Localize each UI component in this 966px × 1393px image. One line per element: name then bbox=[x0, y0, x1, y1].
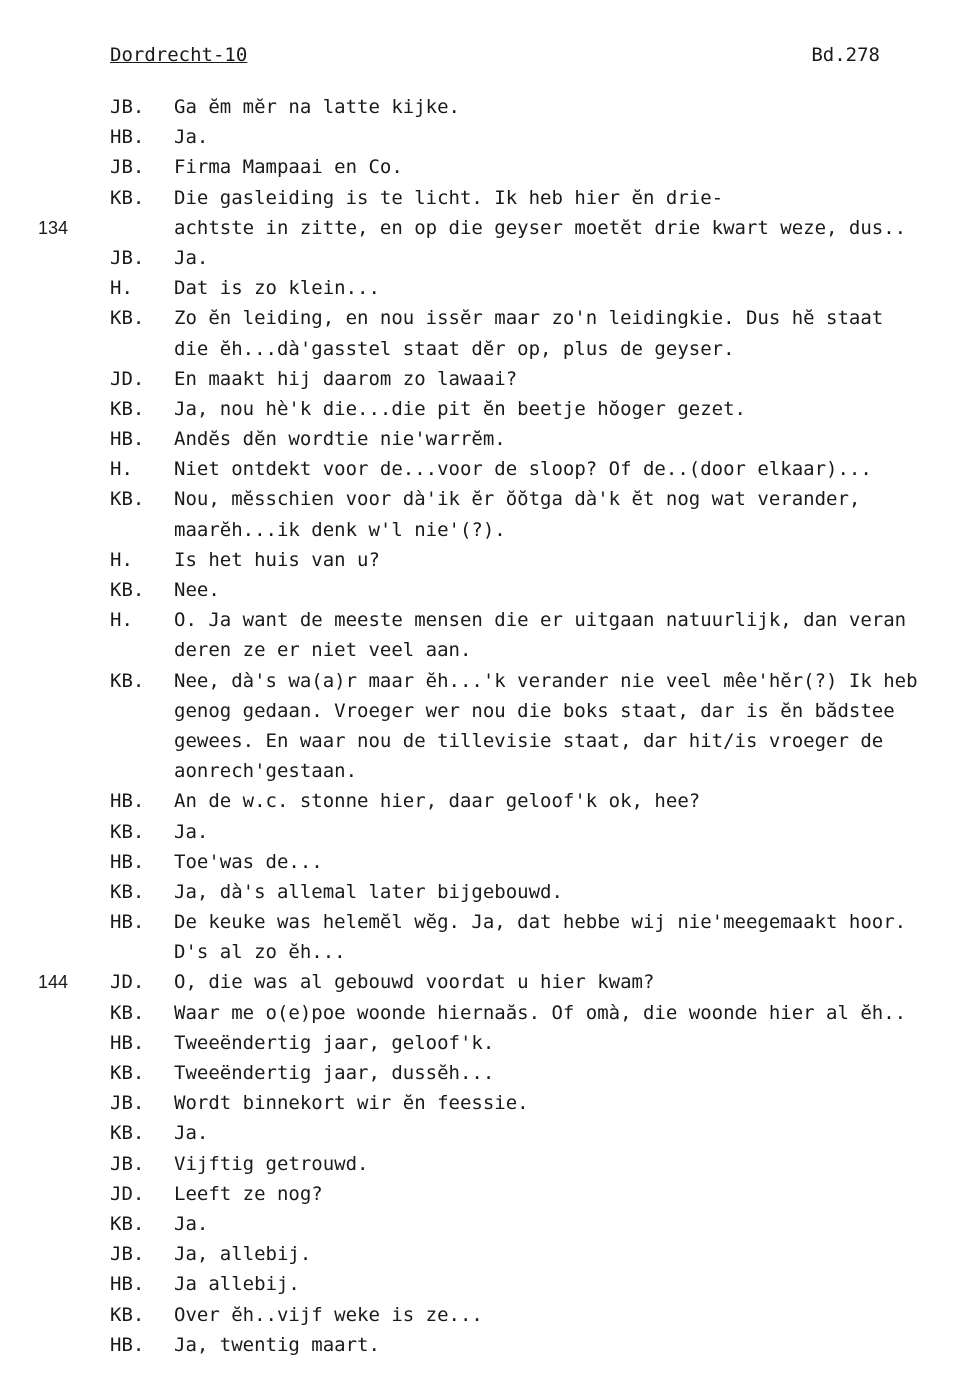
transcript-line bbox=[0, 786, 966, 816]
transcript-line bbox=[0, 1300, 966, 1330]
speaker-label: H. bbox=[110, 548, 133, 571]
utterance-text: die ĕh...dà'gasstel staat dĕr op, plus de geyser. bbox=[174, 337, 735, 360]
transcript-line bbox=[0, 666, 966, 696]
transcript-line bbox=[0, 1179, 966, 1209]
speaker-label: HB. bbox=[110, 790, 145, 813]
speaker-label: KB. bbox=[110, 1122, 145, 1145]
speaker-label: KB. bbox=[110, 1303, 145, 1326]
speaker-label: JD. bbox=[110, 1182, 145, 1205]
line-number: 134 bbox=[38, 217, 69, 238]
transcript-line bbox=[0, 635, 966, 665]
utterance-text: Waar me o(e)poe woonde hiernaăs. Of omà, die woonde hier al ĕh.. bbox=[174, 1001, 907, 1024]
page-header bbox=[110, 44, 880, 72]
utterance-text: Toe'was de... bbox=[174, 850, 323, 873]
transcript-line bbox=[0, 122, 966, 152]
speaker-label: JB. bbox=[110, 96, 145, 118]
utterance-text: gewees. En waar nou de tillevisie staat, dar hit/is vroeger de bbox=[174, 729, 884, 752]
transcript-line bbox=[0, 243, 966, 273]
transcript-line bbox=[0, 1209, 966, 1239]
transcript-line bbox=[0, 1149, 966, 1179]
transcript-lines bbox=[0, 92, 966, 1360]
speaker-label: KB. bbox=[110, 186, 145, 209]
transcript-line bbox=[0, 696, 966, 726]
speaker-label: HB. bbox=[110, 1031, 145, 1054]
utterance-text: Andĕs dĕn wordtie nie'warrĕm. bbox=[174, 428, 506, 451]
utterance-text: Tweeëndertig jaar, geloof'k. bbox=[174, 1031, 495, 1054]
transcript-line bbox=[0, 484, 966, 514]
utterance-text: En maakt hij daarom zo lawaai? bbox=[174, 367, 518, 390]
transcript-line bbox=[0, 1118, 966, 1148]
utterance-text: O, die was al gebouwd voordat u hier kwam? bbox=[174, 971, 655, 994]
utterance-text: Ja, allebij. bbox=[174, 1243, 312, 1266]
speaker-label: HB. bbox=[110, 428, 145, 451]
speaker-label: KB. bbox=[110, 579, 145, 601]
utterance-text: Vijftig getrouwd. bbox=[174, 1152, 369, 1175]
speaker-label: HB. bbox=[110, 911, 145, 934]
transcript-line bbox=[0, 303, 966, 333]
speaker-label: HB. bbox=[110, 850, 145, 873]
speaker-label: KB. bbox=[110, 1001, 145, 1024]
utterance-text: Ja, nou hè'k die...die pit ĕn beetje hŏoger gezet. bbox=[174, 397, 746, 420]
speaker-label: KB. bbox=[110, 307, 145, 330]
transcript-line bbox=[0, 273, 966, 303]
transcript-line bbox=[0, 998, 966, 1028]
transcript-line bbox=[0, 454, 966, 484]
utterance-text: De keuke was helemĕl wĕg. Ja, dat hebbe wij nie'meegemaakt hoor. bbox=[174, 911, 907, 934]
utterance-text: maarĕh...ik denk w'l nie'(?). bbox=[174, 518, 506, 541]
utterance-text: Die gasleiding is te licht. Ik heb hier ĕn drie- bbox=[174, 186, 724, 209]
utterance-text: Nou, mĕsschien voor dà'ik ĕr ŏŏtga dà'k ĕt nog wat verander, bbox=[174, 488, 861, 511]
utterance-text: Ja, dà's allemal later bijgebouwd. bbox=[174, 880, 563, 903]
transcript-line bbox=[0, 1239, 966, 1269]
transcript-line bbox=[0, 1330, 966, 1360]
utterance-text: Ja. bbox=[174, 1122, 209, 1145]
transcript-line bbox=[0, 967, 966, 997]
utterance-text: Ja. bbox=[174, 820, 209, 843]
utterance-text: Ga ĕm mĕr na latte kijke. bbox=[174, 96, 460, 118]
transcript-line bbox=[0, 152, 966, 182]
speaker-label: HB. bbox=[110, 1333, 145, 1356]
utterance-text: Nee, dà's wa(a)r maar ĕh...'k verander nie veel mêe'hĕr(?) Ik heb bbox=[174, 669, 918, 692]
speaker-label: HB. bbox=[110, 126, 145, 149]
speaker-label: KB. bbox=[110, 1212, 145, 1235]
transcript-line bbox=[0, 847, 966, 877]
utterance-text: genog gedaan. Vroeger wer nou die boks staat, dar is ĕn bădstee bbox=[174, 699, 895, 722]
speaker-label: JD. bbox=[110, 971, 145, 994]
utterance-text: D's al zo ĕh... bbox=[174, 941, 346, 964]
transcript-line bbox=[0, 907, 966, 937]
utterance-text: Ja. bbox=[174, 126, 209, 149]
transcript-line bbox=[0, 424, 966, 454]
transcript-line bbox=[0, 1058, 966, 1088]
speaker-label: JB. bbox=[110, 246, 145, 269]
transcript-line bbox=[0, 605, 966, 635]
speaker-label: KB. bbox=[110, 488, 145, 511]
transcript-line bbox=[0, 937, 966, 967]
speaker-label: JB. bbox=[110, 1152, 145, 1175]
transcript-line bbox=[0, 756, 966, 786]
utterance-text: Nee. bbox=[174, 579, 220, 601]
transcript-line bbox=[0, 877, 966, 907]
transcript-line bbox=[0, 334, 966, 364]
transcript-line bbox=[0, 575, 966, 605]
utterance-text: An de w.c. stonne hier, daar geloof'k ok, hee? bbox=[174, 790, 701, 813]
utterance-text: Wordt binnekort wir ĕn feessie. bbox=[174, 1092, 529, 1115]
utterance-text: Is het huis van u? bbox=[174, 548, 380, 571]
transcript-line bbox=[0, 1088, 966, 1118]
utterance-text: Dat is zo klein... bbox=[174, 277, 380, 300]
utterance-text: Leeft ze nog? bbox=[174, 1182, 323, 1205]
transcript-line bbox=[0, 92, 966, 122]
utterance-text: Tweeëndertig jaar, dussĕh... bbox=[174, 1062, 495, 1084]
speaker-label: JD. bbox=[110, 367, 145, 390]
speaker-label: H. bbox=[110, 277, 133, 300]
transcript-line bbox=[0, 1028, 966, 1058]
speaker-label: KB. bbox=[110, 820, 145, 843]
transcript-line bbox=[0, 515, 966, 545]
utterance-text: Zo ĕn leiding, en nou issĕr maar zo'n leidingkie. Dus hĕ staat bbox=[174, 307, 884, 330]
speaker-label: KB. bbox=[110, 669, 145, 692]
utterance-text: Ja. bbox=[174, 1212, 209, 1235]
utterance-text: O. Ja want de meeste mensen die er uitgaan natuurlijk, dan veran bbox=[174, 609, 907, 632]
utterance-text: deren ze er niet veel aan. bbox=[174, 639, 472, 662]
utterance-text: Ja, twentig maart. bbox=[174, 1333, 380, 1356]
document-title: Dordrecht-10 bbox=[110, 44, 248, 66]
transcript-line bbox=[0, 545, 966, 575]
speaker-label: JB. bbox=[110, 1243, 145, 1266]
speaker-label: HB. bbox=[110, 1273, 145, 1296]
page-reference: Bd.278 bbox=[811, 44, 880, 66]
speaker-label: KB. bbox=[110, 397, 145, 420]
transcript-line bbox=[0, 213, 966, 243]
utterance-text: Niet ontdekt voor de...voor de sloop? Of de..(door elkaar)... bbox=[174, 458, 872, 481]
utterance-text: Over ĕh..vijf weke is ze... bbox=[174, 1303, 483, 1326]
utterance-text: Ja. bbox=[174, 246, 209, 269]
transcript-line bbox=[0, 726, 966, 756]
transcript-line bbox=[0, 394, 966, 424]
speaker-label: H. bbox=[110, 458, 133, 481]
transcript-line bbox=[0, 364, 966, 394]
speaker-label: JB. bbox=[110, 1092, 145, 1115]
speaker-label: KB. bbox=[110, 1062, 145, 1084]
utterance-text: Firma Mampaai en Co. bbox=[174, 156, 403, 179]
transcript-line bbox=[0, 1269, 966, 1299]
utterance-text: achtste in zitte, en op die geyser moetĕt drie kwart weze, dus.. bbox=[174, 216, 907, 239]
speaker-label: KB. bbox=[110, 880, 145, 903]
speaker-label: H. bbox=[110, 609, 133, 632]
line-number: 144 bbox=[38, 972, 69, 993]
transcript-line bbox=[0, 183, 966, 213]
utterance-text: Ja allebij. bbox=[174, 1273, 300, 1296]
utterance-text: aonrech'gestaan. bbox=[174, 760, 358, 783]
transcript-line bbox=[0, 817, 966, 847]
speaker-label: JB. bbox=[110, 156, 145, 179]
